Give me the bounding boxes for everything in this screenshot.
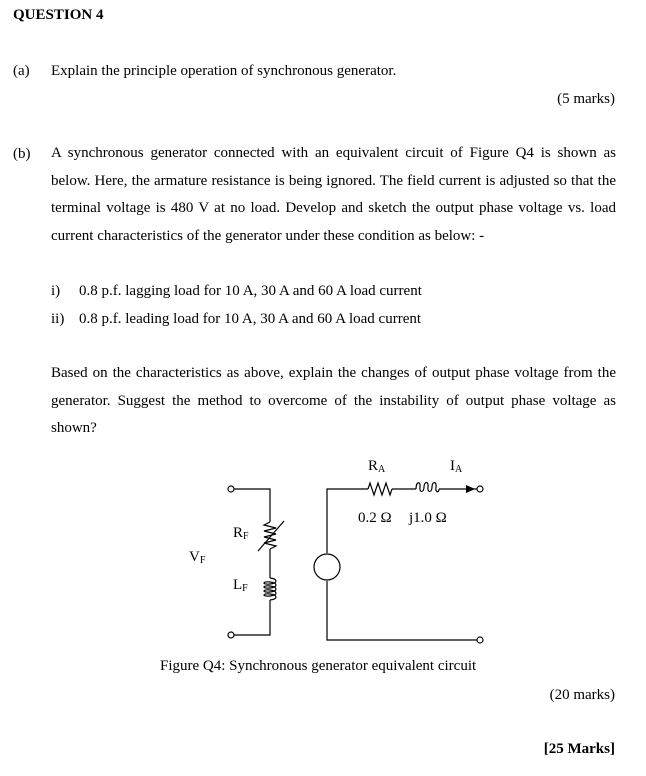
lf-inductor xyxy=(264,578,276,600)
ra-label: RA xyxy=(368,458,386,475)
item-ii-number: ii) xyxy=(51,311,65,327)
total-marks: [25 Marks] xyxy=(543,741,615,757)
part-a-marks: (5 marks) xyxy=(557,91,615,107)
vf-label: VF xyxy=(189,549,206,566)
rf-label: RF xyxy=(233,525,249,542)
ia-label: IA xyxy=(450,458,463,475)
part-b-label: (b) xyxy=(13,146,31,162)
question-title: QUESTION 4 xyxy=(13,7,104,23)
lf-label: LF xyxy=(233,577,248,594)
output-bottom-terminal xyxy=(477,637,483,643)
part-b-text: A synchronous generator connected with an equivalent circuit of Figure Q4 is shown as below. Here, the armature resistance is being ignored. The field current is adjusted so that the terminal voltage is 480 V at no load. Develop and sketch the output phase voltage vs. load current characteristics of the generator under these condition as below: - xyxy=(51,145,616,244)
part-a-label: (a) xyxy=(13,63,30,79)
item-ii-text: 0.8 p.f. leading load for 10 A, 30 A and 60 A load current xyxy=(79,311,422,327)
rf-resistor xyxy=(264,522,276,549)
item-i-number: i) xyxy=(51,283,61,299)
xs-value: j1.0 Ω xyxy=(409,510,447,526)
part-a-text: Explain the principle operation of synchronous generator. xyxy=(51,63,397,79)
xs-inductor xyxy=(416,483,439,492)
field-top-terminal xyxy=(228,486,234,492)
current-arrow xyxy=(466,485,475,493)
part-b-followup: Based on the characteristics as above, explain the changes of output phase voltage from the generator. Suggest the method to overcome of the instability of output phase voltage as shown? xyxy=(51,365,616,436)
part-b-marks: (20 marks) xyxy=(549,687,615,703)
item-i-text: 0.8 p.f. lagging load for 10 A, 30 A and 60 A load current xyxy=(79,283,422,299)
rf-variable-arrow xyxy=(258,521,284,551)
output-top-terminal xyxy=(477,486,483,492)
ra-value: 0.2 Ω xyxy=(358,510,392,526)
generator-symbol xyxy=(314,554,340,580)
field-bottom-terminal xyxy=(228,632,234,638)
figure-caption: Figure Q4: Synchronous generator equivalent circuit xyxy=(160,658,477,674)
ra-resistor xyxy=(368,483,392,495)
armature-wire xyxy=(327,489,477,640)
field-wire xyxy=(234,489,270,635)
